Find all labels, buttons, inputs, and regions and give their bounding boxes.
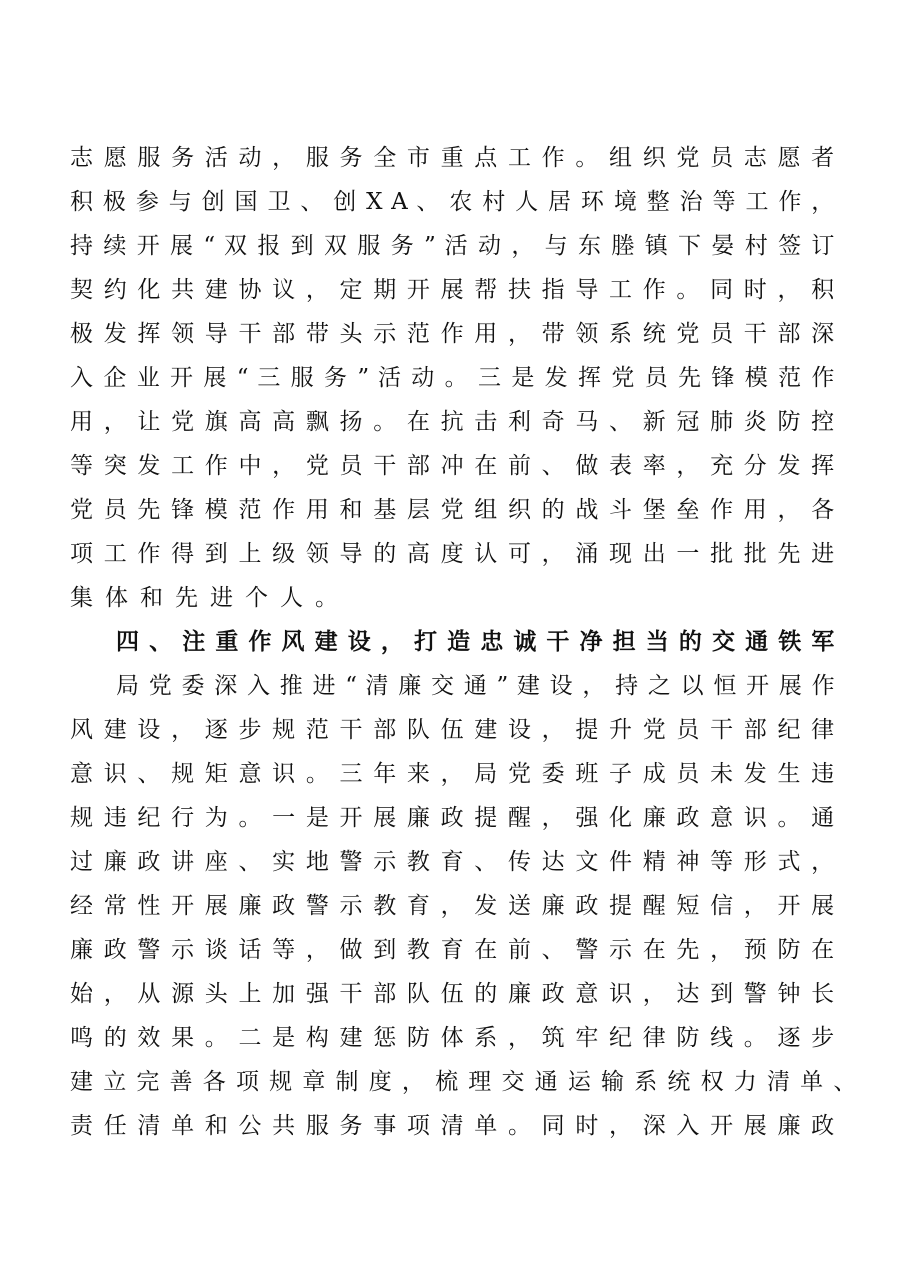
body-text (70, 136, 857, 1148)
paragraph-line: 等 突 发 工 作 中 ， 党 员 干 部 冲 在 前 、 做 表 率 ， 充 分 发 挥 (70, 453, 835, 479)
paragraph-line: 建 立 完 善 各 项 规 章 制 度 ， 梳 理 交 通 运 输 系 统 权 力 清 单 、 (70, 1069, 857, 1095)
paragraph-line: 责 任 清 单 和 公 共 服 务 事 项 清 单 。 同 时 ， 深 入 开 展 廉 政 (70, 1113, 835, 1139)
paragraph-line: 持 续 开 展 “ 双 报 到 双 服 务 ” 活 动 ， 与 东 塍 镇 下 晏 村 签 订 (70, 233, 835, 259)
paragraph-line: 始 ， 从 源 头 上 加 强 干 部 队 伍 的 廉 政 意 识 ， 达 到 警 钟 长 (70, 981, 835, 1007)
section-heading: 四 、 注 重 作 风 建 设 ， 打 造 忠 诚 干 净 担 当 的 交 通 铁 军 (116, 629, 835, 655)
paragraph-line: 经 常 性 开 展 廉 政 警 示 教 育 ， 发 送 廉 政 提 醒 短 信 ， 开 展 (70, 893, 835, 919)
paragraph-line: 鸣 的 效 果 。 二 是 构 建 惩 防 体 系 ， 筑 牢 纪 律 防 线 。 逐 步 (70, 1025, 835, 1051)
paragraph-line: 规 违 纪 行 为 。 一 是 开 展 廉 政 提 醒 ， 强 化 廉 政 意 识 。 通 (70, 805, 835, 831)
paragraph-line: 积 极 参 与 创 国 卫 、 创 X A 、 农 村 人 居 环 境 整 治 等 工 作 ， (70, 189, 835, 215)
paragraph-line: 廉 政 警 示 谈 话 等 ， 做 到 教 育 在 前 、 警 示 在 先 ， 预 防 在 (70, 937, 835, 963)
paragraph-line: 用 ， 让 党 旗 高 高 飘 扬 。 在 抗 击 利 奇 马 、 新 冠 肺 炎 防 控 (70, 409, 835, 435)
paragraph-line: 意 识 、 规 矩 意 识 。 三 年 来 ， 局 党 委 班 子 成 员 未 发 生 违 (70, 761, 835, 787)
paragraph-line: 项 工 作 得 到 上 级 领 导 的 高 度 认 可 ， 涌 现 出 一 批 批 先 进 (70, 541, 835, 567)
paragraph-line: 志 愿 服 务 活 动 ， 服 务 全 市 重 点 工 作 。 组 织 党 员 志 愿 者 (70, 145, 835, 171)
paragraph-line: 风 建 设 ， 逐 步 规 范 干 部 队 伍 建 设 ， 提 升 党 员 干 部 纪 律 (70, 717, 835, 743)
paragraph-line: 契 约 化 共 建 协 议 ， 定 期 开 展 帮 扶 指 导 工 作 。 同 时 ， 积 (70, 277, 835, 303)
paragraph-line: 入 企 业 开 展 “ 三 服 务 ” 活 动 。 三 是 发 挥 党 员 先 锋 模 范 作 (70, 365, 835, 391)
paragraph-line: 集体和先进个人。 (70, 585, 350, 611)
paragraph-line: 党 员 先 锋 模 范 作 用 和 基 层 党 组 织 的 战 斗 堡 垒 作 用 ， 各 (70, 497, 835, 523)
paragraph-line: 极 发 挥 领 导 干 部 带 头 示 范 作 用 ， 带 领 系 统 党 员 干 部 深 (70, 321, 835, 347)
paragraph-line: 过 廉 政 讲 座 、 实 地 警 示 教 育 、 传 达 文 件 精 神 等 形 式 ， (70, 849, 835, 875)
paragraph-line: 局 党 委 深 入 推 进 “ 清 廉 交 通 ” 建 设 ， 持 之 以 恒 开 展 作 (116, 673, 835, 699)
